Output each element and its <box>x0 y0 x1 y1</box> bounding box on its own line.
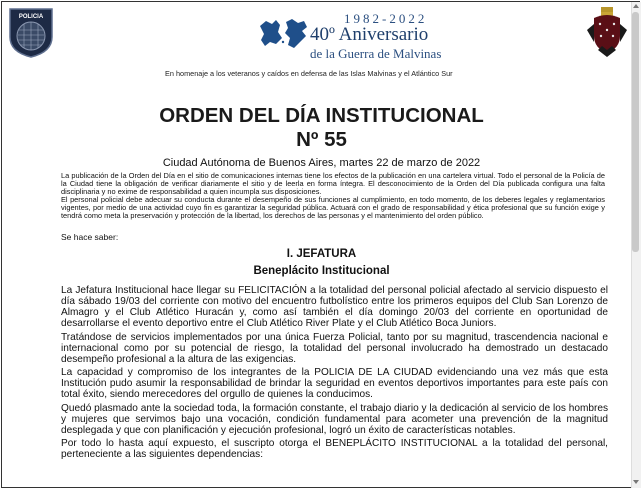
section-heading: I. JEFATURA <box>286 248 357 260</box>
document-dateline: Ciudad Autónoma de Buenos Aires, martes 22 de marzo de 2022 <box>162 157 481 169</box>
police-badge-logo <box>6 5 56 59</box>
body-paragraph: Tratándose de servicios implementados por una única Fuerza Policial, tanto por su magnitud, trascendencia nacional e internacional como por su potencial de riesgo, la totalidad del personal involucrado ha demostrado un destacado desempeño profesional a la altura de las exigencias. <box>61 331 608 365</box>
coat-of-arms-logo <box>584 6 630 60</box>
document-title: ORDEN DEL DÍA INSTITUCIONAL <box>159 104 484 127</box>
badge-text: POLICIA <box>18 14 44 20</box>
body-text <box>61 285 608 462</box>
body-paragraph: Por todo lo hasta aquí expuesto, el suscripto otorga el BENEPLÁCITO INSTITUCIONAL a la totalidad del personal, perteneciente a las siguientes dependencias: <box>61 438 608 461</box>
notice-paragraph: La publicación de la Orden del Día en el sitio de comunicaciones internas tiene los efectos de la publicación en una cartelera virtual. Todo el personal de la Policía de la Ciudad tiene la obligación de verificar diariamente el sitio y de leerla en forma íntegra. El desconocimiento de la Orden del Día publicada configura una falta disciplinaria y no exime de responsabilidad a quien incumpla sus disposiciones. <box>61 171 605 197</box>
body-paragraph: La capacidad y compromiso de los integrantes de la POLICIA DE LA CIUDAD evidenciando una vez más que esta Institución pudo asumir la responsabilidad de brindar la seguridad en eventos deportivos importantes para este país con total éxito, siendo merecedores del orgullo de quienes la conducimos. <box>61 367 608 401</box>
tribute-line: En homenaje a los veteranos y caídos en defensa de las Islas Malvinas y el Atlántico Sur <box>165 69 453 78</box>
body-paragraph: Quedó plasmado ante la sociedad toda, la formación constante, el trabajo diario y la dedicación al servicio de los hombres y mujeres que servimos bajo una vocación, condición fundamental para acometer una prevención de la magnitud desplegada y que con planificación y ejecución profesional, logró un éxito de características notables. <box>61 402 608 436</box>
notice-paragraph: El personal policial debe adecuar su conducta durante el desempeño de sus funciones al cumplimiento, en todo momento, de los deberes legales y reglamentarios vigentes, por medio de una actividad cuyo fin es garantizar la seguridad pública. Actuará con el grado de responsabilidad y ética profesional que su función exige y tendrá como meta la preservación y protección de la libertad, los derechos de las personas y el mantenimiento del orden público. <box>61 195 605 221</box>
scroll-up-arrow-icon[interactable] <box>633 4 639 8</box>
anniversary-years: 1982-2022 <box>344 11 428 26</box>
subsection-heading: Beneplácito Institucional <box>253 265 390 277</box>
publication-notice <box>61 172 605 221</box>
scroll-down-arrow-icon[interactable] <box>633 480 639 484</box>
intro-line: Se hace saber: <box>61 232 119 242</box>
body-paragraph: La Jefatura Institucional hace llegar su FELICITACIÓN a la totalidad del personal policial afectado al servicio dispuesto el día sábado 19/03 del corriente con motivo del encuentro futbolístico entre los primeros equipos del Club San Lorenzo de Almagro y el Club Atlético Huracán y, como así también el día domingo 20/03 del corriente en oportunidad de desarrollarse el evento deportivo entre el Club Atlético River Plate y el Club Atlético Boca Juniors. <box>61 285 608 330</box>
malvinas-islands-icon <box>256 12 310 56</box>
anniversary-subtitle: de la Guerra de Malvinas <box>310 46 442 61</box>
anniversary-title: 40º Aniversario <box>310 24 429 45</box>
document-number: Nº 55 <box>296 128 347 151</box>
